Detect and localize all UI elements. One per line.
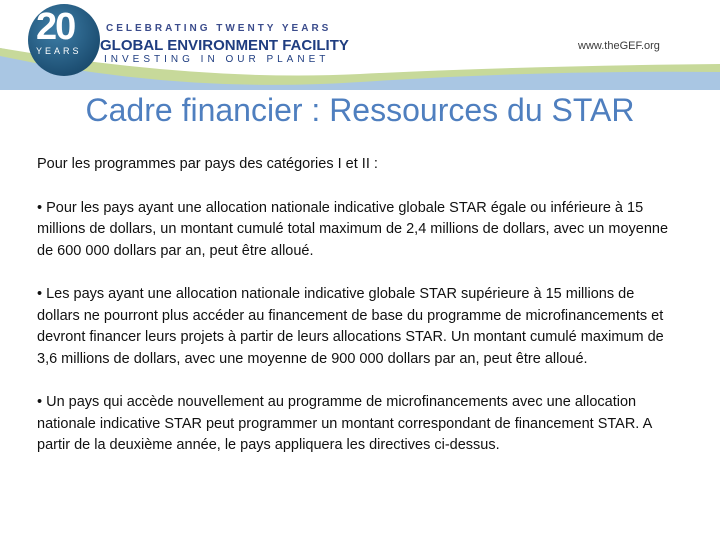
slide-header — [0, 0, 720, 90]
intro-paragraph: Pour les programmes par pays des catégories I et II : — [37, 156, 378, 172]
bullet-paragraph: • Pour les pays ayant une allocation nationale indicative globale STAR égale ou inférieure à 15 millions de dollars, un montant cumulé total maximum de 2,4 millions de dollars, avec un moyenne de 600 000 dollars par an, peut être alloué. — [37, 199, 669, 259]
bullet-paragraph: • Un pays qui accède nouvellement au programme de microfinancements avec une allocation nationale indicative STAR peut programmer un montant correspondant de financement STAR. A partir de la deuxième année, le pays appliquera les directives ci-dessus. — [37, 394, 652, 453]
bullet-paragraph: • Les pays ayant une allocation nationale indicative globale STAR supérieure à 15 millions de dollars ne pourront plus accéder au financement de base du programme de microfinancements et devront financer leurs projets à partir de leurs allocations STAR. Un montant cumulé maximum de 3,6 millions de dollars, avec une moyenne de 900 000 dollars par an, peut être alloué. — [37, 286, 664, 367]
celebrating-text: CELEBRATING TWENTY YEARS — [106, 23, 332, 34]
logo-number: 20 — [36, 6, 75, 48]
slide-body — [37, 154, 677, 479]
organization-name: GLOBAL ENVIRONMENT FACILITY — [100, 37, 349, 54]
logo-years: YEARS — [36, 46, 82, 56]
tagline: INVESTING IN OUR PLANET — [104, 54, 330, 65]
website-url: www.theGEF.org — [578, 40, 660, 52]
slide-title: Cadre financier : Ressources du STAR — [85, 92, 635, 128]
